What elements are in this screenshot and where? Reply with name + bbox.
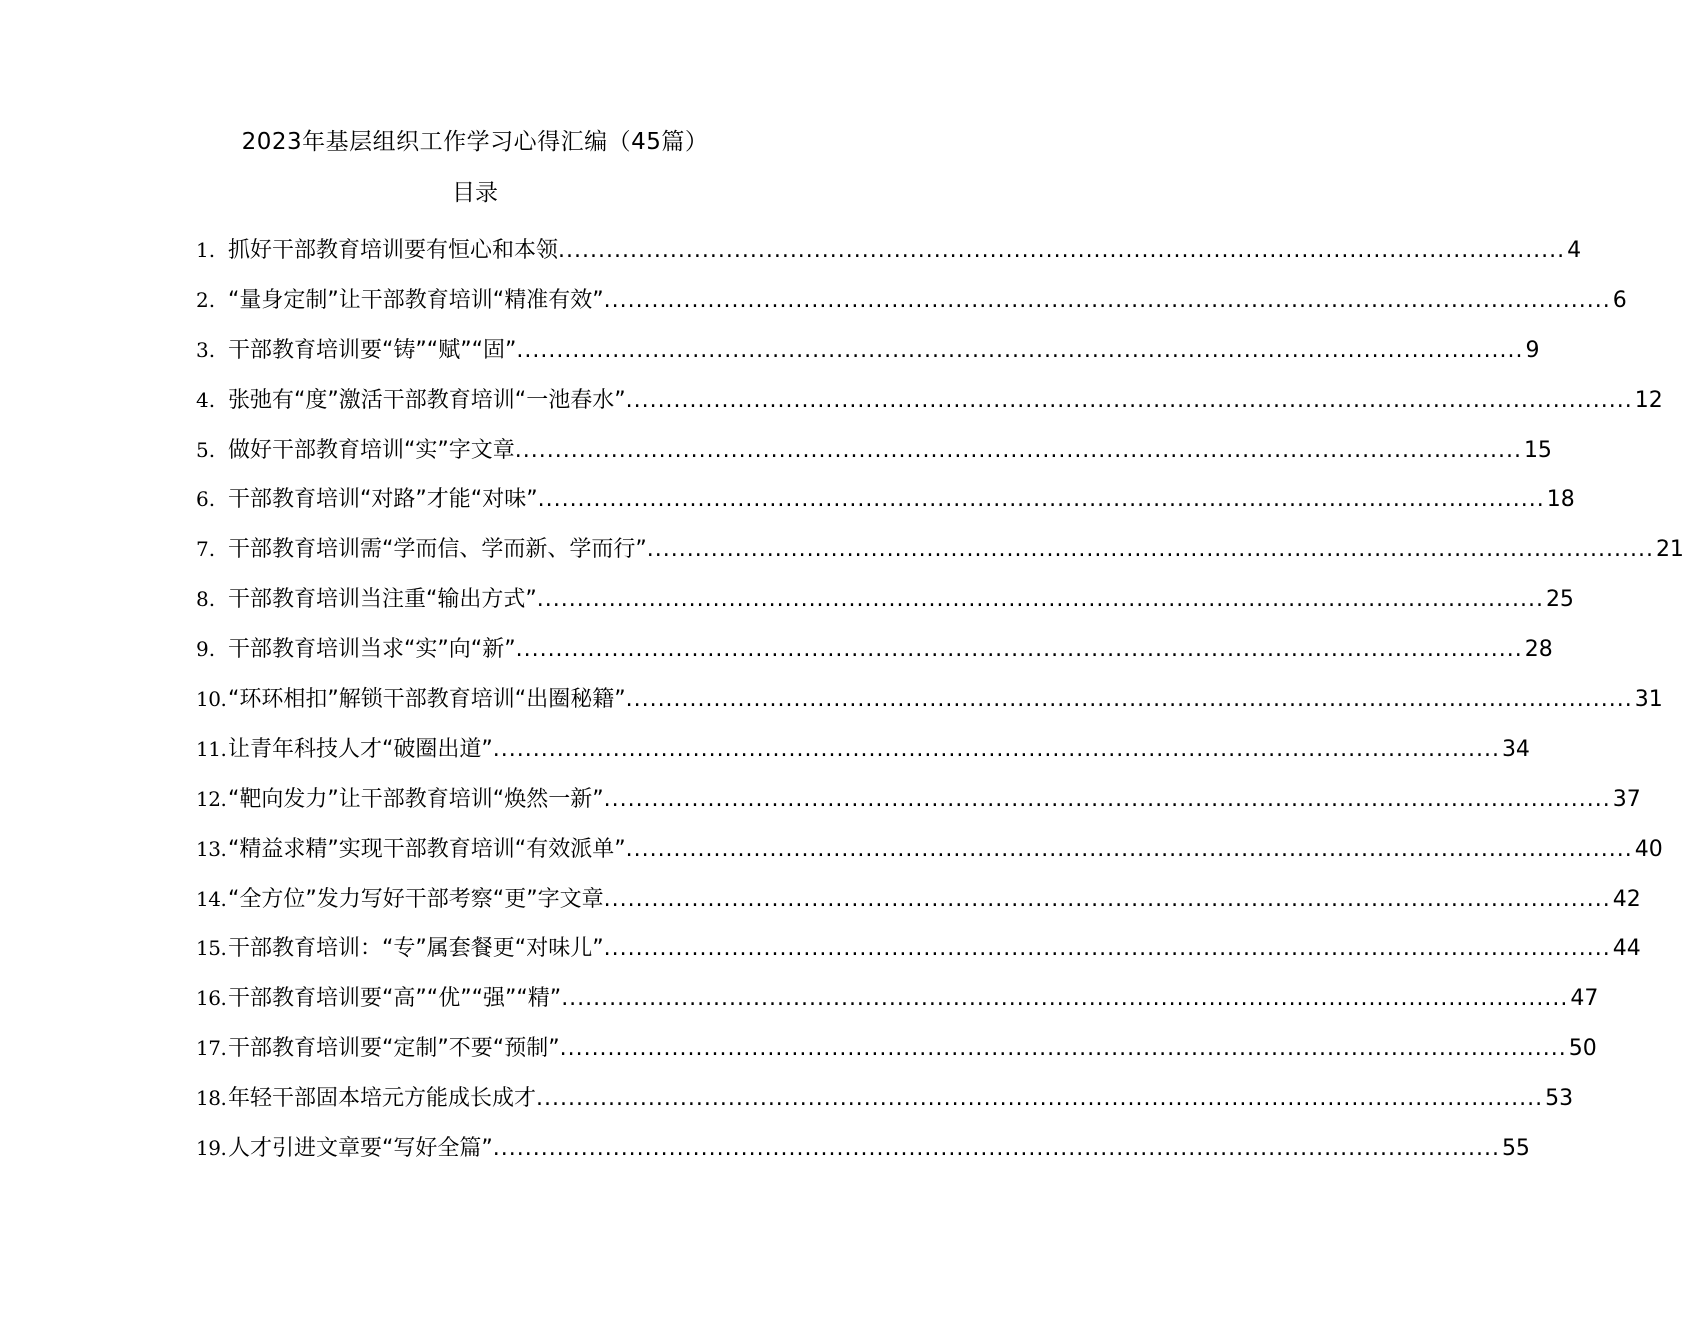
toc-entry-page: 18 xyxy=(1546,487,1575,513)
toc-entry-number: 2. xyxy=(196,287,216,312)
toc-entry-title: 做好干部教育培训“实”字文章 xyxy=(228,437,515,463)
toc-entry-page: 37 xyxy=(1612,786,1641,812)
toc-entry-number: 7. xyxy=(196,537,216,562)
table-of-contents xyxy=(196,230,1684,1178)
toc-entry[interactable] xyxy=(196,380,1663,430)
toc-entry[interactable] xyxy=(196,529,1684,579)
toc-dot-leader xyxy=(561,979,1568,1019)
toc-dot-leader xyxy=(538,480,1545,520)
toc-entry-number: 17. xyxy=(196,1036,227,1061)
toc-entry-page: 34 xyxy=(1501,736,1530,762)
toc-entry-number: 8. xyxy=(196,587,216,612)
toc-entry-number: 5. xyxy=(196,437,216,462)
toc-entry[interactable] xyxy=(196,230,1582,280)
toc-entry[interactable] xyxy=(196,479,1575,529)
toc-entry-title: “环环相扣”解锁干部教育培训“出圈秘籍” xyxy=(228,687,626,713)
toc-entry-number: 15. xyxy=(196,936,227,961)
toc-heading: 目录 xyxy=(452,180,498,206)
toc-dot-leader xyxy=(560,1029,1567,1069)
toc-entry-title: 干部教育培训当求“实”向“新” xyxy=(228,637,516,663)
toc-entry-page: 40 xyxy=(1634,836,1663,862)
toc-entry-title: 让青年科技人才“破圈出道” xyxy=(228,736,493,762)
toc-entry-number: 14. xyxy=(196,886,227,911)
toc-entry-title: 干部教育培训：“专”属套餐更“对味儿” xyxy=(228,936,604,962)
toc-entry-page: 15 xyxy=(1523,437,1552,463)
toc-entry-number: 1. xyxy=(196,238,216,262)
toc-entry-title: 抓好干部教育培训要有恒心和本领 xyxy=(228,238,559,263)
toc-entry-page: 55 xyxy=(1501,1136,1530,1162)
toc-entry[interactable] xyxy=(196,1078,1574,1128)
toc-entry-number: 6. xyxy=(196,487,216,512)
toc-dot-leader xyxy=(516,331,1523,371)
toc-dot-leader xyxy=(536,1079,1543,1119)
toc-entry-title: 干部教育培训“对路”才能“对味” xyxy=(228,487,538,513)
toc-entry-title: 张弛有“度”激活干部教育培训“一池春水” xyxy=(228,387,626,413)
toc-entry-number: 11. xyxy=(196,736,227,761)
toc-dot-leader xyxy=(493,730,1500,770)
toc-entry-number: 12. xyxy=(196,786,227,811)
toc-entry[interactable] xyxy=(196,679,1663,729)
toc-entry[interactable] xyxy=(196,330,1540,380)
toc-entry-page: 42 xyxy=(1612,886,1641,912)
toc-entry-number: 13. xyxy=(196,836,227,861)
toc-entry[interactable] xyxy=(196,978,1599,1028)
toc-entry-number: 3. xyxy=(196,337,216,362)
toc-entry-page: 12 xyxy=(1634,387,1663,413)
toc-entry-title: 干部教育培训要“定制”不要“预制” xyxy=(228,1036,560,1062)
toc-entry-title: “靶向发力”让干部教育培训“焕然一新” xyxy=(228,786,604,812)
toc-entry-page: 50 xyxy=(1568,1036,1597,1062)
toc-entry[interactable] xyxy=(196,928,1641,978)
toc-entry-title: 干部教育培训需“学而信、学而新、学而行” xyxy=(228,537,647,563)
toc-entry-title: “量身定制”让干部教育培训“精准有效” xyxy=(228,287,604,313)
toc-entry-title: 人才引进文章要“写好全篇” xyxy=(228,1136,493,1162)
toc-dot-leader xyxy=(626,830,1633,870)
toc-entry-title: 干部教育培训要“铸”“赋”“固” xyxy=(228,337,517,363)
toc-dot-leader xyxy=(604,780,1611,820)
toc-entry-page: 44 xyxy=(1612,936,1641,962)
toc-dot-leader xyxy=(647,530,1654,570)
toc-entry-page: 21 xyxy=(1655,537,1684,563)
toc-dot-leader xyxy=(493,1129,1500,1169)
toc-entry-page: 28 xyxy=(1524,637,1553,663)
toc-entry-title: 年轻干部固本培元方能成长成才 xyxy=(228,1086,537,1112)
toc-entry[interactable] xyxy=(196,280,1627,330)
toc-entry-title: “全方位”发力写好干部考察“更”字文章 xyxy=(228,886,604,912)
toc-entry-page: 31 xyxy=(1634,687,1663,713)
toc-entry[interactable] xyxy=(196,629,1553,679)
toc-entry-page: 47 xyxy=(1570,986,1599,1012)
toc-entry-number: 18. xyxy=(196,1086,227,1111)
toc-entry[interactable] xyxy=(196,430,1552,480)
toc-dot-leader xyxy=(515,431,1522,471)
toc-entry[interactable] xyxy=(196,779,1641,829)
toc-dot-leader xyxy=(604,880,1611,920)
toc-entry[interactable] xyxy=(196,829,1663,879)
toc-entry[interactable] xyxy=(196,879,1641,929)
toc-entry-number: 16. xyxy=(196,986,227,1011)
toc-entry-page: 4 xyxy=(1567,238,1582,263)
toc-dot-leader xyxy=(604,281,1611,321)
toc-entry-title: 干部教育培训要“高”“优”“强”“精” xyxy=(228,986,562,1012)
toc-entry-number: 19. xyxy=(196,1136,227,1161)
toc-entry-title: “精益求精”实现干部教育培训“有效派单” xyxy=(228,836,626,862)
toc-dot-leader xyxy=(626,680,1633,720)
toc-entry-number: 4. xyxy=(196,387,216,412)
toc-dot-leader xyxy=(516,630,1523,670)
document-title: 2023年基层组织工作学习心得汇编（45篇） xyxy=(241,129,709,155)
toc-entry[interactable] xyxy=(196,729,1530,779)
toc-entry-page: 9 xyxy=(1525,337,1540,363)
toc-entry-page: 25 xyxy=(1545,587,1574,613)
toc-entry-title: 干部教育培训当注重“输出方式” xyxy=(228,587,537,613)
toc-dot-leader xyxy=(604,929,1611,969)
toc-entry[interactable] xyxy=(196,1028,1597,1078)
toc-entry[interactable] xyxy=(196,579,1574,629)
toc-dot-leader xyxy=(558,231,1565,271)
toc-entry-page: 53 xyxy=(1545,1086,1574,1112)
toc-dot-leader xyxy=(537,580,1544,620)
toc-entry-page: 6 xyxy=(1612,287,1627,313)
toc-dot-leader xyxy=(626,381,1633,421)
toc-entry[interactable] xyxy=(196,1128,1530,1178)
toc-entry-number: 10. xyxy=(196,687,227,712)
toc-entry-number: 9. xyxy=(196,637,216,662)
